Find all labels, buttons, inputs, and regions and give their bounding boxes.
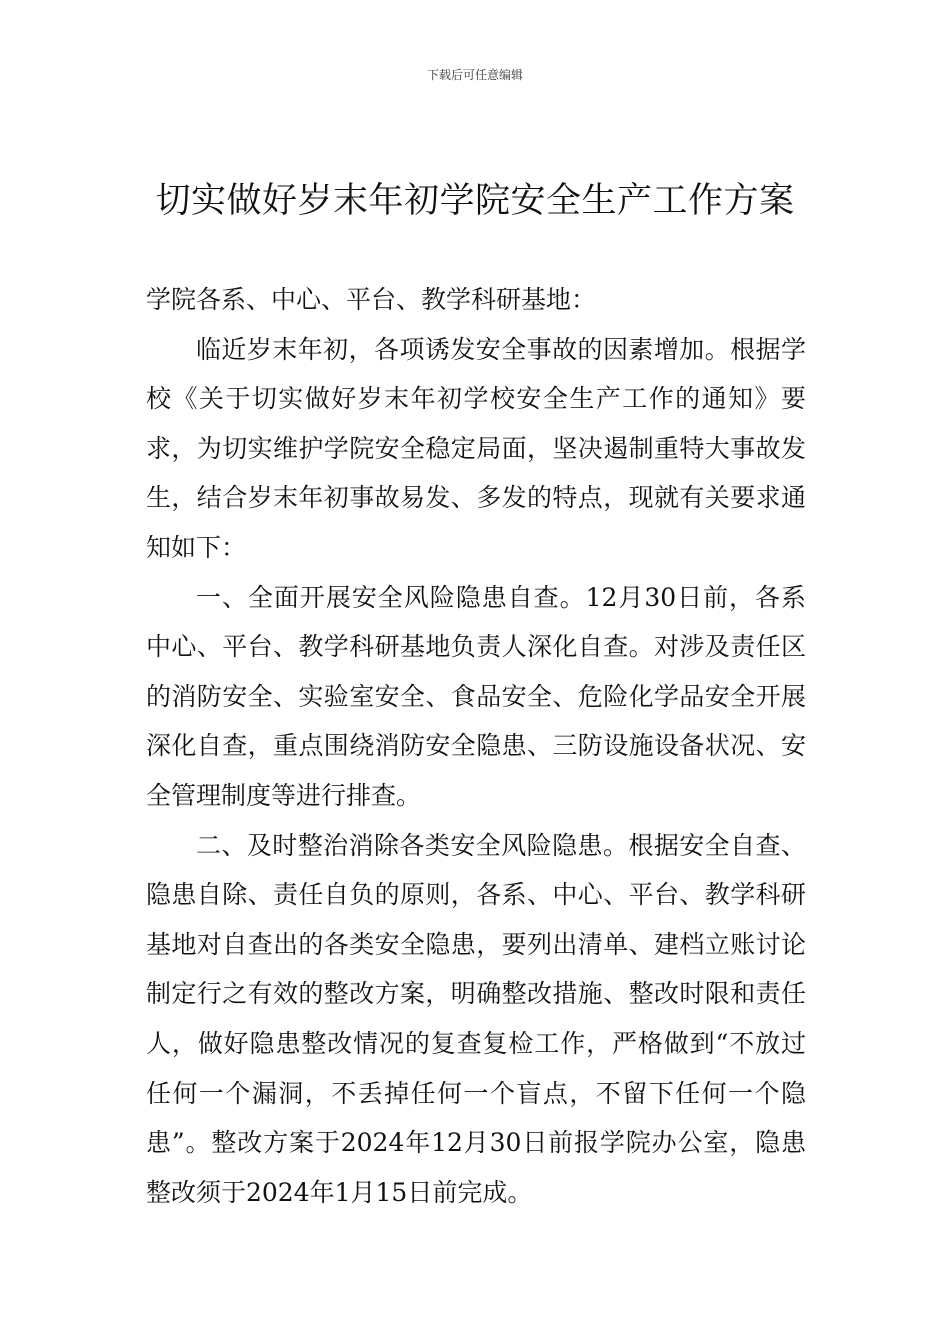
document-title: 切实做好岁末年初学院安全生产工作方案 [155,181,795,221]
document-body [146,275,806,1217]
paragraph-intro: 临近岁末年初，各项诱发安全事故的因素增加。根据学校《关于切实做好岁末年初学校安全生产工作的通知》要求，为切实维护学院安全稳定局面，坚决遏制重特大事故发生，结合岁末年初事故易发、多发的特点，现就有关要求通知如下： [146,334,806,562]
paragraph-item-2: 二、及时整治消除各类安全风险隐患。根据安全自查、隐患自除、责任自负的原则，各系、中心、平台、教学科研基地对自查出的各类安全隐患，要列出清单、建档立账讨论制定行之有效的整改方案，明确整改措施、整改时限和责任人，做好隐患整改情况的复查复检工作，严格做到“不放过任何一个漏洞，不丢掉任何一个盲点，不留下任何一个隐患”。整改方案于2024年12月30日前报学院办公室，隐患整改须于2024年1月15日前完成。 [146,830,806,1207]
paragraph-item-1: 一、全面开展安全风险隐患自查。12月30日前，各系中心、平台、教学科研基地负责人深化自查。对涉及责任区的消防安全、实验室安全、食品安全、危险化学品安全开展深化自查，重点围绕消防安全隐患、三防设施设备状况、安全管理制度等进行排查。 [146,582,806,810]
page-header-note: 下载后可任意编辑 [426,68,523,82]
salutation: 学院各系、中心、平台、教学科研基地： [146,285,597,314]
